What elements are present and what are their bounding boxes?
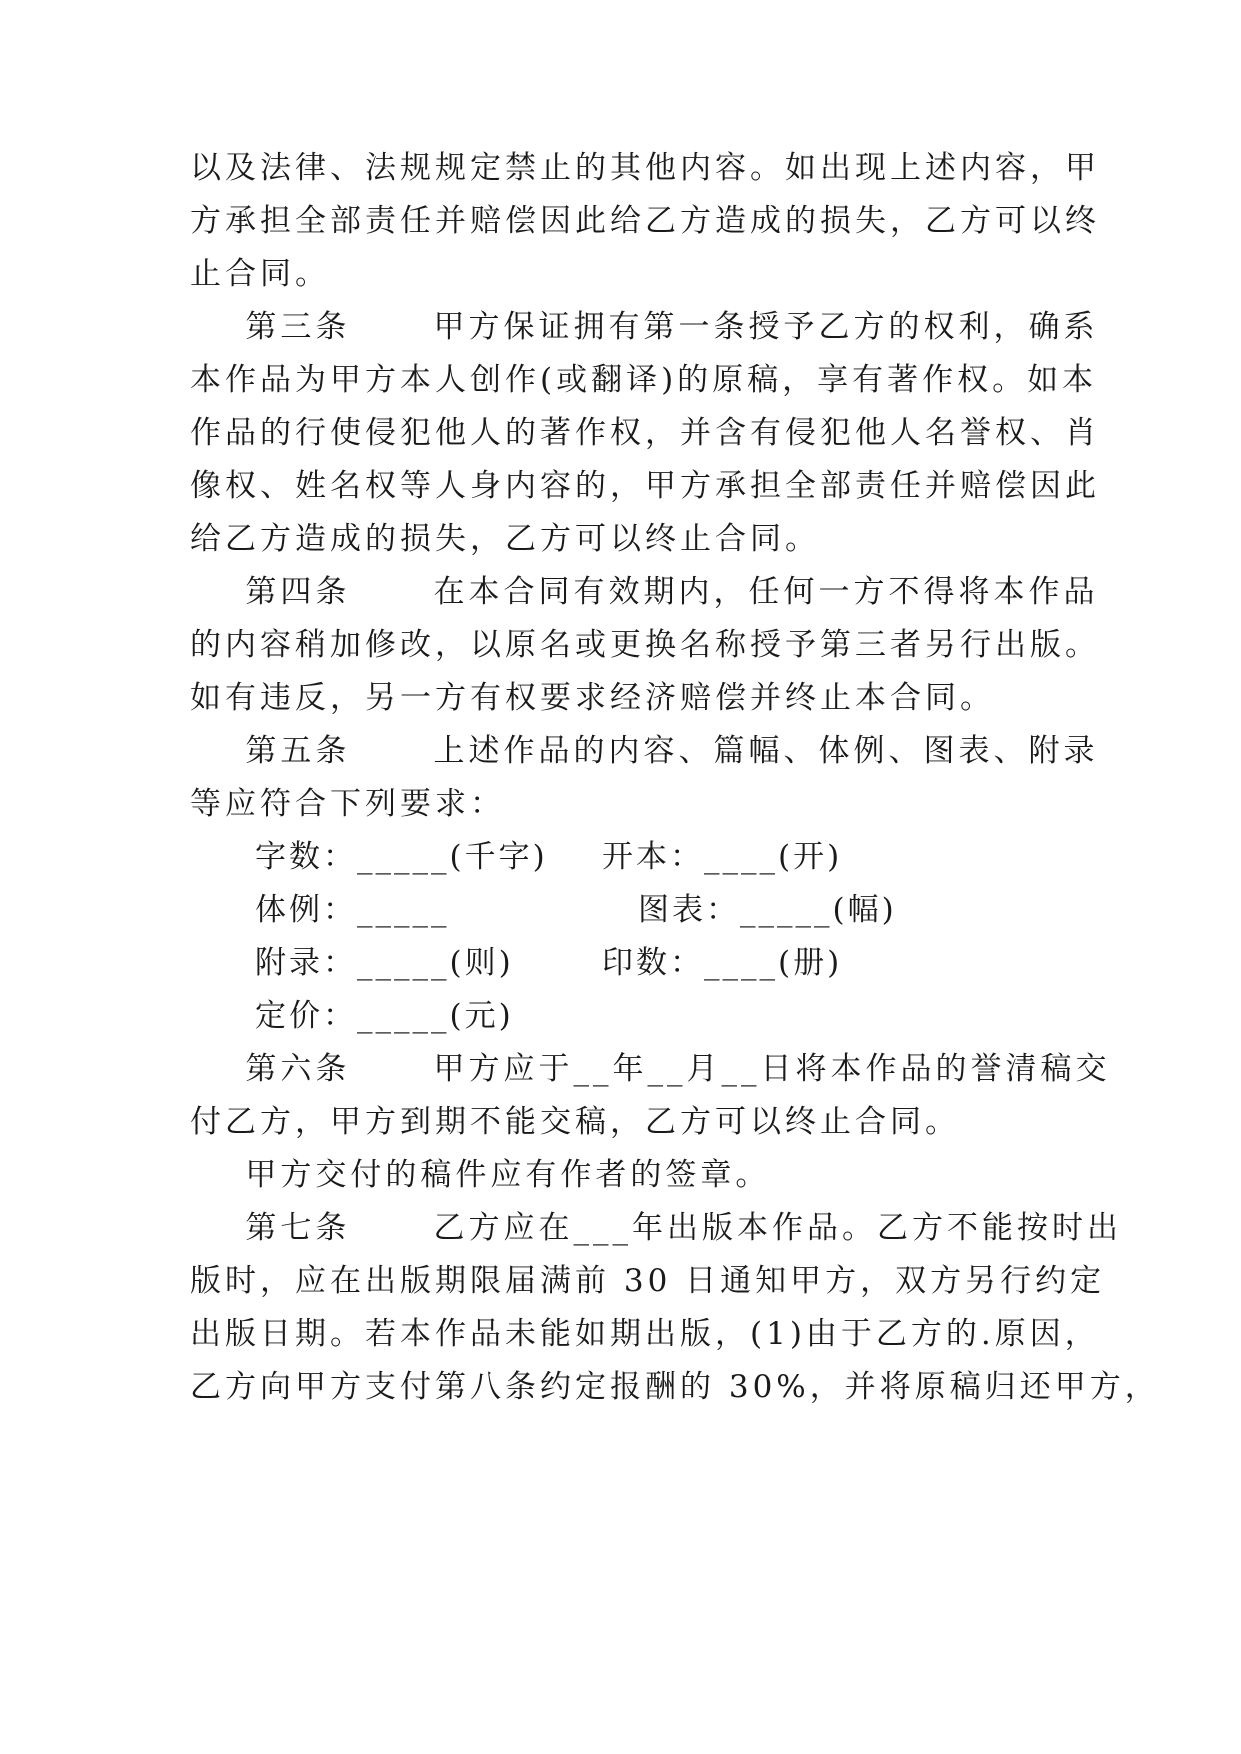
text-line-4: 第三条 甲方保证拥有第一条授予乙方的权利，确系 xyxy=(190,309,1099,345)
text-line-7: 像权、姓名权等人身内容的，甲方承担全部责任并赔偿因此 xyxy=(190,468,1100,504)
text-line-13: 等应符合下列要求： xyxy=(190,786,505,822)
text-line-14: 第六条 甲方应于__年__月__日将本作品的誉清稿交 xyxy=(190,1051,1111,1087)
text-line-1: 以及法律、法规规定禁止的其他内容。如出现上述内容，甲 xyxy=(190,150,1100,186)
text-line-19: 出版日期。若本作品未能如期出版，(1)由于乙方的.原因， xyxy=(190,1316,1100,1352)
text-line-9: 第四条 在本合同有效期内，任何一方不得将本作品 xyxy=(190,574,1099,610)
text-line-12: 第五条 上述作品的内容、篇幅、体例、图表、附录 xyxy=(190,733,1099,769)
text-line-2: 方承担全部责任并赔偿因此给乙方造成的损失，乙方可以终 xyxy=(190,203,1100,239)
field-charts: 图表：_____(幅) xyxy=(638,892,897,928)
field-word-count: 字数：_____(千字) xyxy=(255,839,548,875)
text-line-5: 本作品为甲方本人创作(或翻译)的原稿，享有著作权。如本 xyxy=(190,362,1098,398)
field-print-run: 印数：____(册) xyxy=(602,945,843,981)
field-appendix: 附录：_____(则) xyxy=(255,945,514,981)
field-format: 开本：____(开) xyxy=(602,839,843,875)
text-line-20: 乙方向甲方支付第八条约定报酬的 30%，并将原稿归还甲方， xyxy=(190,1369,1160,1405)
text-line-11: 如有违反，另一方有权要求经济赔偿并终止本合同。 xyxy=(190,680,995,716)
text-line-6: 作品的行使侵犯他人的著作权，并含有侵犯他人名誉权、肖 xyxy=(190,415,1100,451)
text-line-10: 的内容稍加修改，以原名或更换名称授予第三者另行出版。 xyxy=(190,627,1100,663)
field-style: 体例：_____ xyxy=(255,892,450,928)
field-price: 定价：_____(元) xyxy=(255,998,514,1034)
text-line-8: 给乙方造成的损失，乙方可以终止合同。 xyxy=(190,521,820,557)
text-line-15: 付乙方，甲方到期不能交稿，乙方可以终止合同。 xyxy=(190,1104,960,1140)
text-line-18: 版时，应在出版期限届满前 30 日通知甲方，双方另行约定 xyxy=(190,1263,1106,1299)
text-line-16: 甲方交付的稿件应有作者的签章。 xyxy=(190,1157,771,1193)
text-line-17: 第七条 乙方应在___年出版本作品。乙方不能按时出 xyxy=(190,1210,1123,1246)
text-line-3: 止合同。 xyxy=(190,256,330,292)
